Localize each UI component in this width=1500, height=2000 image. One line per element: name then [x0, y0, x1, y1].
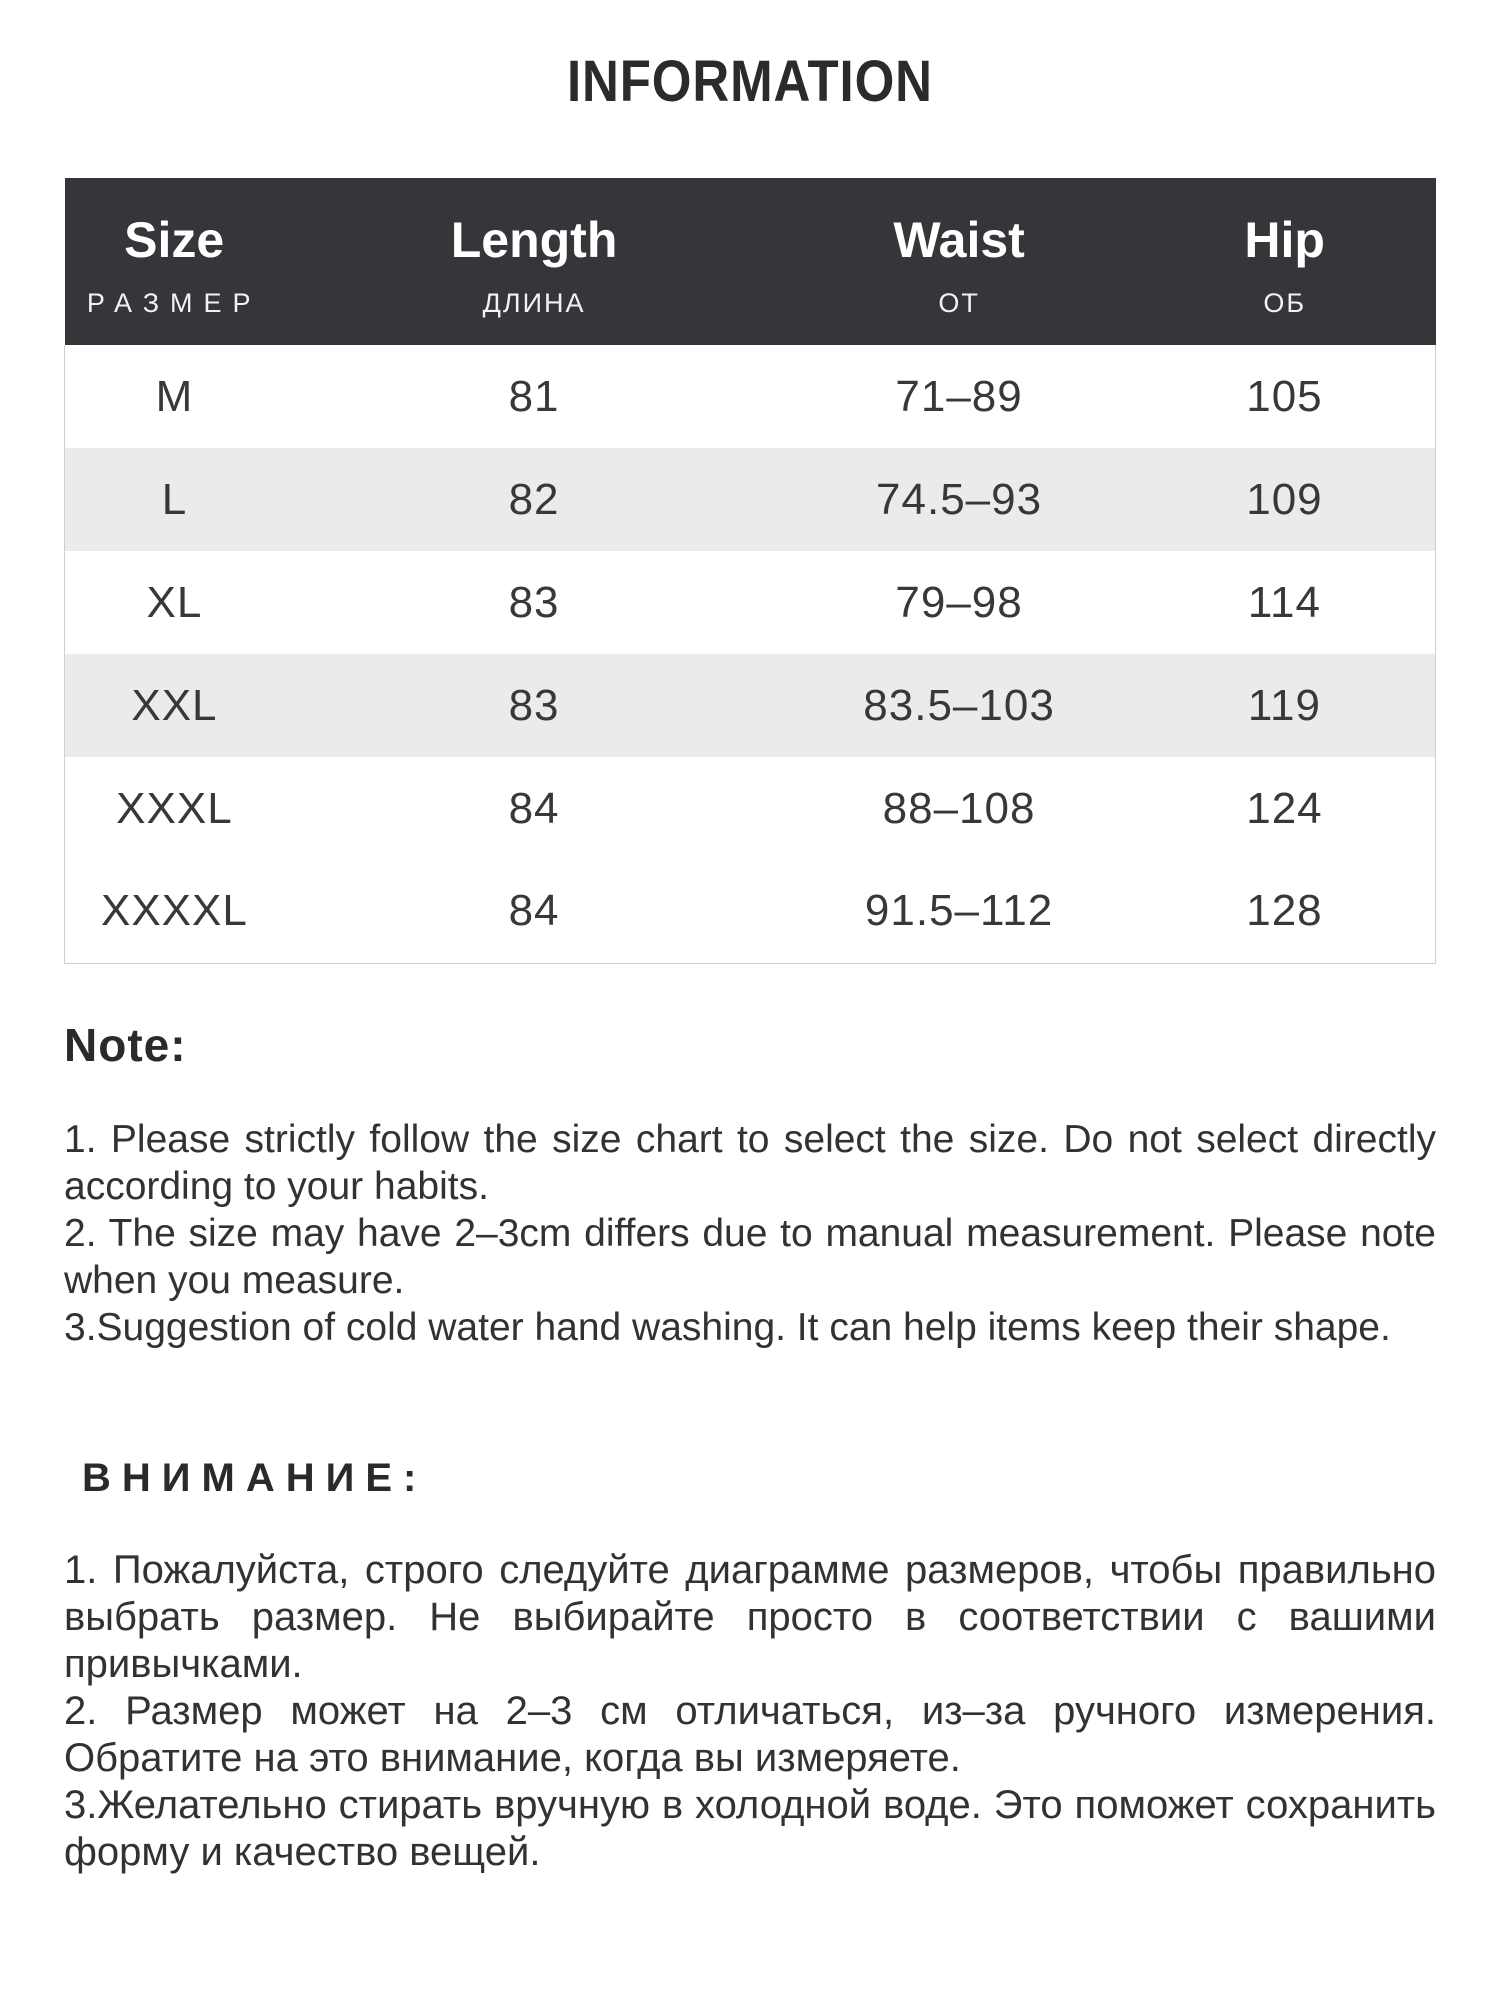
cell-length: 84 — [284, 757, 784, 860]
header-cell-size — [65, 178, 284, 345]
note-item-3: 3.Suggestion of cold water hand washing. It can help items keep their shape. — [64, 1305, 1391, 1349]
cell-waist: 88–108 — [784, 757, 1134, 860]
table-row-xxl — [65, 654, 1436, 757]
attention-item-2: 2. Размер может на 2–3 см отличаться, из–за ручного измерения. Обратите на это внимание, когда вы измеряете. — [64, 1688, 1436, 1780]
cell-size: L — [65, 448, 284, 551]
cell-waist: 83.5–103 — [784, 654, 1134, 757]
size-table-body — [65, 345, 1436, 963]
page-title-row — [0, 0, 1500, 114]
size-table-header-row — [65, 178, 1436, 345]
size-table-header — [65, 178, 1436, 345]
table-row-m — [65, 345, 1436, 448]
cell-length: 84 — [284, 860, 784, 963]
cell-waist: 91.5–112 — [784, 860, 1134, 963]
attention-item-3: 3.Желательно стирать вручную в холодной воде. Это поможет сохранить форму и качество вещей. — [64, 1782, 1436, 1874]
cell-hip: 119 — [1134, 654, 1436, 757]
cell-hip: 109 — [1134, 448, 1436, 551]
header-hip-en: Hip — [1244, 211, 1325, 268]
header-cell-hip — [1134, 178, 1436, 345]
table-row-xxxxl — [65, 860, 1436, 963]
cell-size: XL — [65, 551, 284, 654]
note-heading: Note: — [64, 1018, 187, 1071]
note-item-1: 1. Please strictly follow the size chart to select the size. Do not select directly according to your habits. — [64, 1117, 1436, 1208]
note-list — [64, 1116, 1436, 1351]
cell-hip: 128 — [1134, 860, 1436, 963]
page-title: INFORMATION — [567, 49, 933, 114]
cell-waist: 79–98 — [784, 551, 1134, 654]
header-length-ru: ДЛИНА — [482, 287, 586, 318]
notes-section — [64, 1020, 1436, 1876]
header-size-en: Size — [124, 211, 225, 268]
cell-size: XXXL — [65, 757, 284, 860]
header-cell-length — [284, 178, 784, 345]
table-row-xl — [65, 551, 1436, 654]
cell-hip: 114 — [1134, 551, 1436, 654]
header-waist-ru: ОТ — [938, 287, 980, 318]
cell-length: 83 — [284, 654, 784, 757]
attention-list — [64, 1547, 1436, 1876]
cell-hip: 105 — [1134, 345, 1436, 448]
attention-heading: ВНИМАНИЕ: — [82, 1455, 428, 1500]
header-size-ru: РАЗМЕР — [86, 287, 262, 318]
cell-length: 82 — [284, 448, 784, 551]
cell-length: 81 — [284, 345, 784, 448]
cell-waist: 71–89 — [784, 345, 1134, 448]
attention-item-1: 1. Пожалуйста, строго следуйте диаграмме размеров, чтобы правильно выбрать размер. Не выбирайте просто в соответствии с вашими привычками. — [64, 1547, 1436, 1686]
table-row-xxxl — [65, 757, 1436, 860]
cell-length: 83 — [284, 551, 784, 654]
header-cell-waist — [784, 178, 1134, 345]
cell-size: M — [65, 345, 284, 448]
cell-size: XXL — [65, 654, 284, 757]
header-length-en: Length — [450, 211, 618, 268]
header-waist-en: Waist — [893, 211, 1025, 268]
header-hip-ru: ОБ — [1263, 287, 1307, 318]
cell-waist: 74.5–93 — [784, 448, 1134, 551]
cell-size: XXXXL — [65, 860, 284, 963]
size-table — [64, 178, 1436, 964]
cell-hip: 124 — [1134, 757, 1436, 860]
table-row-l — [65, 448, 1436, 551]
note-item-2: 2. The size may have 2–3cm differs due to manual measurement. Please note when you measure. — [64, 1211, 1436, 1302]
